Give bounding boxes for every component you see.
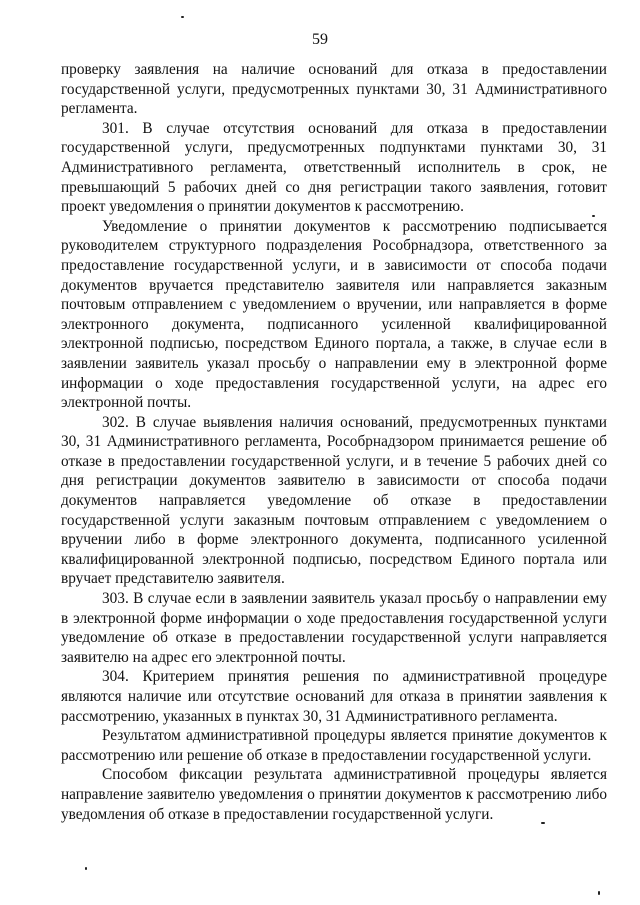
paragraph-notification: Уведомление о принятии документов к рассмотрению подписывается руководителем структурного подразделения Рособрнадзора, ответственного за предоставление государственной услуги, и в зависимости от способа подачи документов вручается представителю заявителя или направляется заказным почтовым отправлением с уведомлением о вручении, или направляется в форме электронного документа, подписанного усиленной квалифицированной электронной подписью, посредством Единого портала, а также, в случае если в заявлении заявитель указал просьбу о направлении ему в электронной форме информации о ходе предоставления государственной услуги, на адрес его электронной почты.	[61, 217, 607, 412]
paragraph-continuation: проверку заявления на наличие оснований для отказа в предоставлении государственной услуги, предусмотренных пунктами 30, 31 Административного регламента.	[61, 61, 607, 118]
paragraph-301: 301. В случае отсутствия оснований для отказа в предоставлении государственной услуги, предусмотренных подпунктами пунктами 30, 31 Административного регламента, ответственный исполнитель в срок, не превышающий 5 рабочих дней со дня регистрации такого заявления, готовит проект уведомления о принятии документов к рассмотрению.	[61, 119, 607, 216]
scan-speck	[592, 215, 595, 217]
scan-speck	[598, 891, 600, 895]
scan-speck	[541, 822, 545, 824]
paragraph-303: 303. В случае если в заявлении заявитель указал просьбу о направлении ему в электронной форме информации о ходе предоставления государственной услуги уведомление об отказе в предоставлении государственной услуги направляется заявителю на адрес его электронной почты.	[61, 590, 607, 666]
paragraph-result: Результатом административной процедуры является принятие документов к рассмотрению или решение об отказе в предоставлении государственной услуги.	[61, 727, 607, 764]
paragraph-fixation: Способом фиксации результата административной процедуры является направление заявителю уведомления о принятии документов к рассмотрению либо уведомления об отказе в предоставлении государственной услуги.	[61, 766, 607, 823]
scan-speck	[85, 867, 87, 870]
page-number: 59	[312, 31, 328, 48]
scan-speck	[181, 16, 184, 18]
paragraph-304: 304. Критерием принятия решения по административной процедуре являются наличие или отсутствие оснований для отказа в принятии заявления к рассмотрению, указанных в пунктах 30, 31 Административного регламента.	[61, 668, 607, 725]
document-body	[61, 60, 607, 824]
paragraph-302: 302. В случае выявления наличия оснований, предусмотренных пунктами 30, 31 Административного регламента, Рособрнадзором принимается решение об отказе в предоставлении государственной услуги, и в течение 5 рабочих дней со дня регистрации документов заявителю в зависимости от способа подачи документов направляется уведомление об отказе в предоставлении государственной услуги заказным почтовым отправлением с уведомлением о вручении либо в форме электронного документа, подписанного усиленной квалифицированной электронной подписью, посредством Единого портала или вручает представителю заявителя.	[61, 413, 607, 588]
